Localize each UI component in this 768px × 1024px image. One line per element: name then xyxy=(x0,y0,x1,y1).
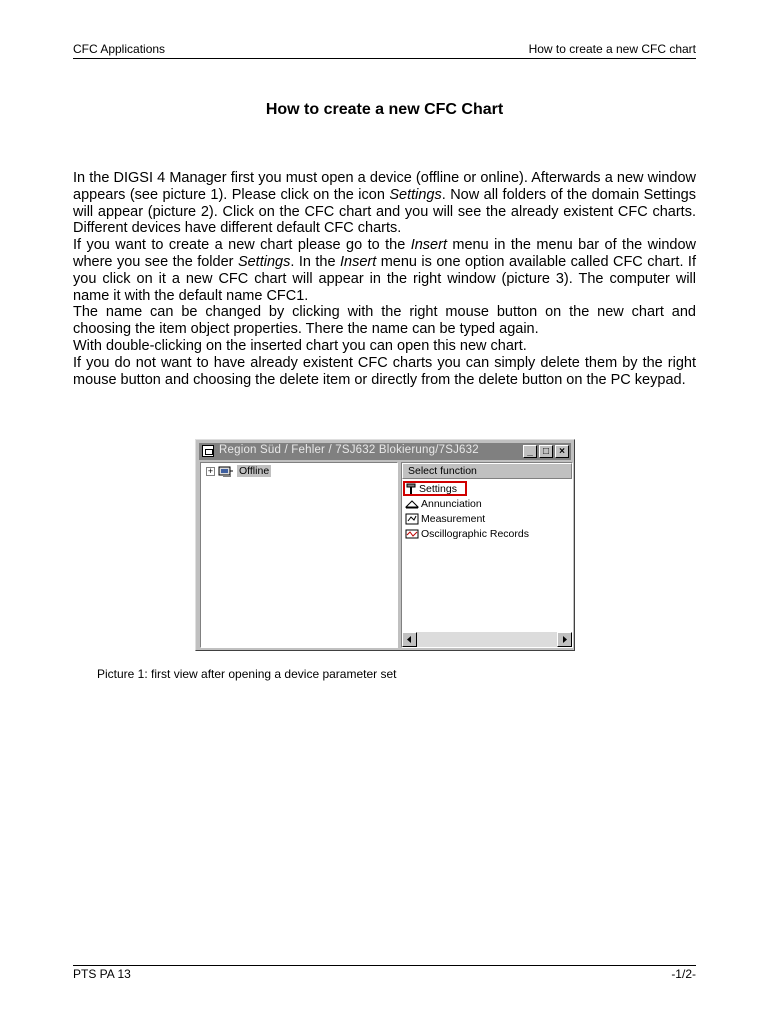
function-item-label: Annunciation xyxy=(421,498,482,510)
text-run: menu in the menu bar of the window where you see the folder xyxy=(73,237,697,270)
text-run-italic: Insert xyxy=(410,237,447,254)
function-item-label: Settings xyxy=(419,483,457,495)
tree-node-label: Offline xyxy=(239,465,270,477)
minimize-button[interactable]: _ xyxy=(523,445,537,458)
function-item-label: Oscillographic Records xyxy=(421,528,529,540)
function-item-label: Measurement xyxy=(421,513,486,525)
text-run: menu is one option available called CFC chart. If you click on it a new CFC chart will appear in the right window (picture 3). The computer will name it with the default name CFC1. xyxy=(73,253,696,304)
device-icon xyxy=(218,465,234,478)
text-run: In the DIGSI 4 Manager first you must open a device (offline or online). Afterwards a new window appears (see picture 1). Please click on the icon xyxy=(73,170,696,203)
paragraph-delete: If you do not want to have already existent CFC charts you can simply delete them by the right mouse button and choosing the delete item or directly from the delete button on the PC keypad. xyxy=(73,354,696,388)
page-number: -1/2- xyxy=(671,967,696,981)
window-titlebar xyxy=(199,443,571,460)
header-section-name: CFC Applications xyxy=(73,42,166,56)
text-run-italic: Settings xyxy=(237,253,291,270)
text-run: If you want to create a new chart please go to the xyxy=(73,237,411,254)
footer-doc-id: PTS PA 13 xyxy=(73,967,131,981)
scroll-left-button[interactable] xyxy=(402,632,417,647)
paragraph-rename: The name can be changed by clicking with the right mouse button on the new chart and choosing the item object properties. There the name can be typed again. xyxy=(73,304,696,338)
oscillograph-icon xyxy=(405,528,419,540)
header-topic: How to create a new CFC chart xyxy=(528,42,696,56)
paragraph-insert-chart xyxy=(73,237,696,304)
annunciation-icon xyxy=(405,498,419,510)
expand-icon[interactable]: + xyxy=(207,466,214,476)
page-title: How to create a new CFC Chart xyxy=(265,101,504,118)
window-title: Region Süd / Fehler / 7SJ632 Blokierung/7SJ632 xyxy=(219,444,479,456)
arrow-right-icon xyxy=(558,633,571,646)
paragraph-open-device xyxy=(73,170,696,237)
screenshot-figure xyxy=(195,439,575,651)
page-footer xyxy=(73,967,696,983)
figure-caption: Picture 1: first view after opening a device parameter set xyxy=(97,667,397,681)
maximize-button[interactable]: □ xyxy=(539,445,553,458)
header-rule xyxy=(73,58,696,59)
text-run: . In the xyxy=(290,253,340,270)
function-pane[interactable] xyxy=(401,462,573,648)
page-header xyxy=(73,42,696,58)
close-button[interactable]: × xyxy=(555,445,569,458)
text-run-italic: Settings xyxy=(389,186,442,203)
text-run: . Now all folders of the domain Settings will appear (picture 2). Click on the CFC chart and you will see the already existent CFC charts. Different devices have different default CFC charts. xyxy=(73,186,696,237)
text-run-italic: Insert xyxy=(339,253,377,270)
footer-rule xyxy=(73,965,696,966)
horizontal-scrollbar[interactable] xyxy=(402,632,572,647)
select-function-header[interactable]: Select function xyxy=(402,463,572,479)
scroll-right-button[interactable] xyxy=(557,632,572,647)
arrow-left-icon xyxy=(403,633,416,646)
settings-icon xyxy=(405,483,419,495)
body-text xyxy=(73,170,696,388)
measurement-icon xyxy=(405,513,419,525)
app-window-icon xyxy=(202,445,214,457)
paragraph-open-chart: With double-clicking on the inserted chart you can open this new chart. xyxy=(73,337,527,354)
function-item-settings[interactable] xyxy=(403,481,467,496)
tree-pane[interactable] xyxy=(200,462,398,648)
